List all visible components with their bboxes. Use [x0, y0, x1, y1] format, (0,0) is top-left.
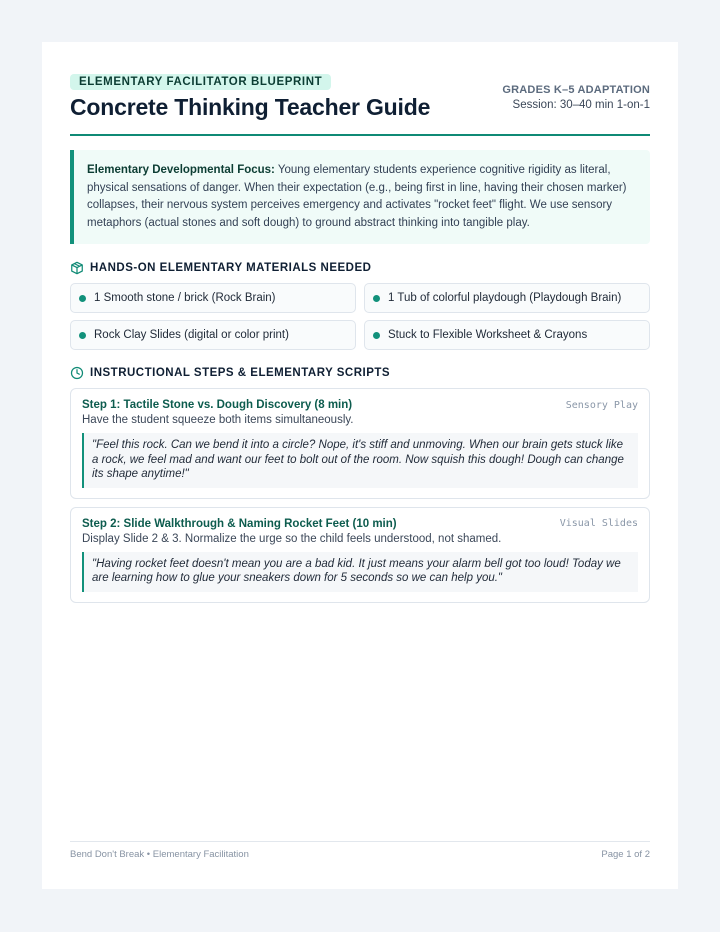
bullet-dot — [373, 332, 380, 339]
material-item — [364, 320, 650, 350]
bullet-dot — [79, 295, 86, 302]
material-label: 1 Smooth stone / brick (Rock Brain) — [94, 292, 276, 304]
clock-icon — [70, 366, 84, 380]
focus-text: Young elementary students experience cognitive rigidity as literal, physical sensations of danger. When their expectation (e.g., being first in line, having their chosen marker) collapses, their nervous system perceives emergency and activates "rocket feet" flight. We use sensory metaphors (actual stones and soft dough) to ground abstract thinking into tangible play. — [87, 164, 627, 229]
steps-heading-label: INSTRUCTIONAL STEPS & ELEMENTARY SCRIPTS — [90, 367, 391, 379]
step-description: Display Slide 2 & 3. Normalize the urge so the child feels understood, not shamed. — [82, 532, 502, 545]
page-number: Page 1 of 2 — [601, 849, 650, 860]
footer-left: Bend Don't Break • Elementary Facilitation — [70, 849, 249, 860]
grades-label: GRADES K–5 ADAPTATION — [502, 84, 650, 96]
focus-label: Elementary Developmental Focus: — [87, 164, 275, 176]
kicker-badge: ELEMENTARY FACILITATOR BLUEPRINT — [70, 74, 331, 90]
header-meta — [502, 84, 650, 111]
bullet-dot — [373, 295, 380, 302]
material-label: Stuck to Flexible Worksheet & Crayons — [388, 329, 588, 341]
page-title: Concrete Thinking Teacher Guide — [70, 94, 431, 120]
material-item — [70, 283, 356, 313]
bullet-dot — [79, 332, 86, 339]
step-card — [70, 507, 650, 603]
focus-callout — [70, 150, 650, 244]
material-label: Rock Clay Slides (digital or color print) — [94, 329, 289, 341]
step-script: "Having rocket feet doesn't mean you are a bad kid. It just means your alarm bell got too loud! Today we are learning how to glue your sneakers down for 5 seconds so we can help you." — [82, 552, 638, 592]
cube-icon — [70, 261, 84, 275]
step-card — [70, 388, 650, 499]
steps-heading — [70, 364, 650, 382]
step-title: Step 1: Tactile Stone vs. Dough Discovery (8 min) — [82, 399, 353, 411]
session-label: Session: 30–40 min 1-on-1 — [512, 99, 650, 111]
materials-grid — [70, 283, 650, 350]
step-description: Have the student squeeze both items simultaneously. — [82, 414, 354, 426]
page-footer — [70, 841, 650, 860]
material-item — [70, 320, 356, 350]
material-item — [364, 283, 650, 313]
materials-heading — [70, 259, 650, 277]
step-title: Step 2: Slide Walkthrough & Naming Rocket Feet (10 min) — [82, 517, 397, 530]
material-label: 1 Tub of colorful playdough (Playdough Brain) — [388, 292, 622, 304]
step-tag: Sensory Play — [565, 399, 638, 411]
step-tag: Visual Slides — [559, 518, 638, 529]
page-header — [70, 72, 650, 136]
document-page — [42, 42, 678, 889]
step-script: "Feel this rock. Can we bend it into a circle? Nope, it's stiff and unmoving. When our brain gets stuck like a rock, we feel mad and want our feet to bolt out of the room. Now squish this dough! Dough can change its shape anytime!" — [82, 433, 638, 488]
materials-heading-label: HANDS-ON ELEMENTARY MATERIALS NEEDED — [90, 262, 372, 274]
